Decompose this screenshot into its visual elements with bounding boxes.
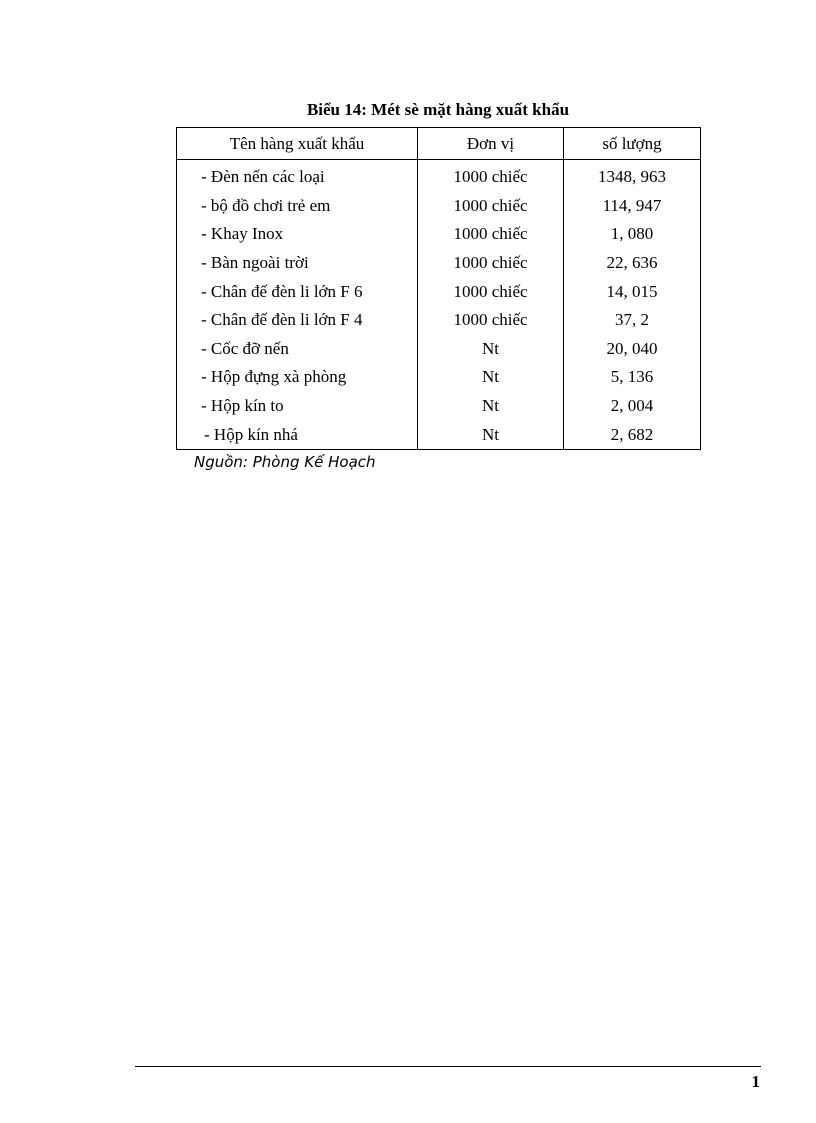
quantity-cell: 114, 947	[564, 192, 701, 221]
unit-cell: 1000 chiếc	[418, 220, 564, 249]
product-name-cell: - bộ đồ chơi trẻ em	[177, 192, 418, 221]
footer-divider	[135, 1066, 761, 1067]
product-name-cell: - Khay Inox	[177, 220, 418, 249]
header-quantity: số lượng	[564, 128, 701, 160]
unit-cell: Nt	[418, 363, 564, 392]
quantity-cell: 2, 682	[564, 420, 701, 449]
quantity-cell: 37, 2	[564, 306, 701, 335]
product-name-cell: - Đèn nến các loại	[177, 160, 418, 192]
table-row	[177, 220, 701, 249]
table-row	[177, 160, 701, 192]
quantity-cell: 2, 004	[564, 392, 701, 421]
quantity-cell: 20, 040	[564, 335, 701, 364]
page-number: 1	[751, 1072, 760, 1091]
quantity-cell: 1, 080	[564, 220, 701, 249]
product-name-cell: - Chân đế đèn li lớn F 4	[177, 306, 418, 335]
unit-cell: 1000 chiếc	[418, 277, 564, 306]
quantity-cell: 14, 015	[564, 277, 701, 306]
table-header-row	[177, 128, 701, 160]
product-name-cell: - Hộp kín nhá	[177, 420, 418, 449]
product-name-cell: - Chân đế đèn li lớn F 6	[177, 277, 418, 306]
unit-cell: 1000 chiếc	[418, 306, 564, 335]
unit-cell: Nt	[418, 420, 564, 449]
table-row	[177, 363, 701, 392]
table-row	[177, 306, 701, 335]
unit-cell: Nt	[418, 392, 564, 421]
table-caption: Biểu 14: Mét sè mặt hàng xuất khẩu	[306, 100, 570, 119]
product-name-cell: - Hộp đựng xà phòng	[177, 363, 418, 392]
product-name-cell: - Cốc đỡ nến	[177, 335, 418, 364]
header-product-name: Tên hàng xuất khẩu	[177, 128, 418, 160]
unit-cell: 1000 chiếc	[418, 192, 564, 221]
source-note: Nguồn: Phòng Kế Hoạch	[194, 453, 376, 471]
table-row	[177, 192, 701, 221]
product-name-cell: - Hộp kín to	[177, 392, 418, 421]
quantity-cell: 22, 636	[564, 249, 701, 278]
table-row	[177, 420, 701, 449]
unit-cell: 1000 chiếc	[418, 160, 564, 192]
product-name-cell: - Bàn ngoài trời	[177, 249, 418, 278]
table-row	[177, 277, 701, 306]
quantity-cell: 5, 136	[564, 363, 701, 392]
unit-cell: 1000 chiếc	[418, 249, 564, 278]
export-goods-table	[176, 127, 701, 450]
table-row	[177, 249, 701, 278]
table-row	[177, 335, 701, 364]
unit-cell: Nt	[418, 335, 564, 364]
quantity-cell: 1348, 963	[564, 160, 701, 192]
header-unit: Đơn vị	[418, 128, 564, 160]
table-row	[177, 392, 701, 421]
